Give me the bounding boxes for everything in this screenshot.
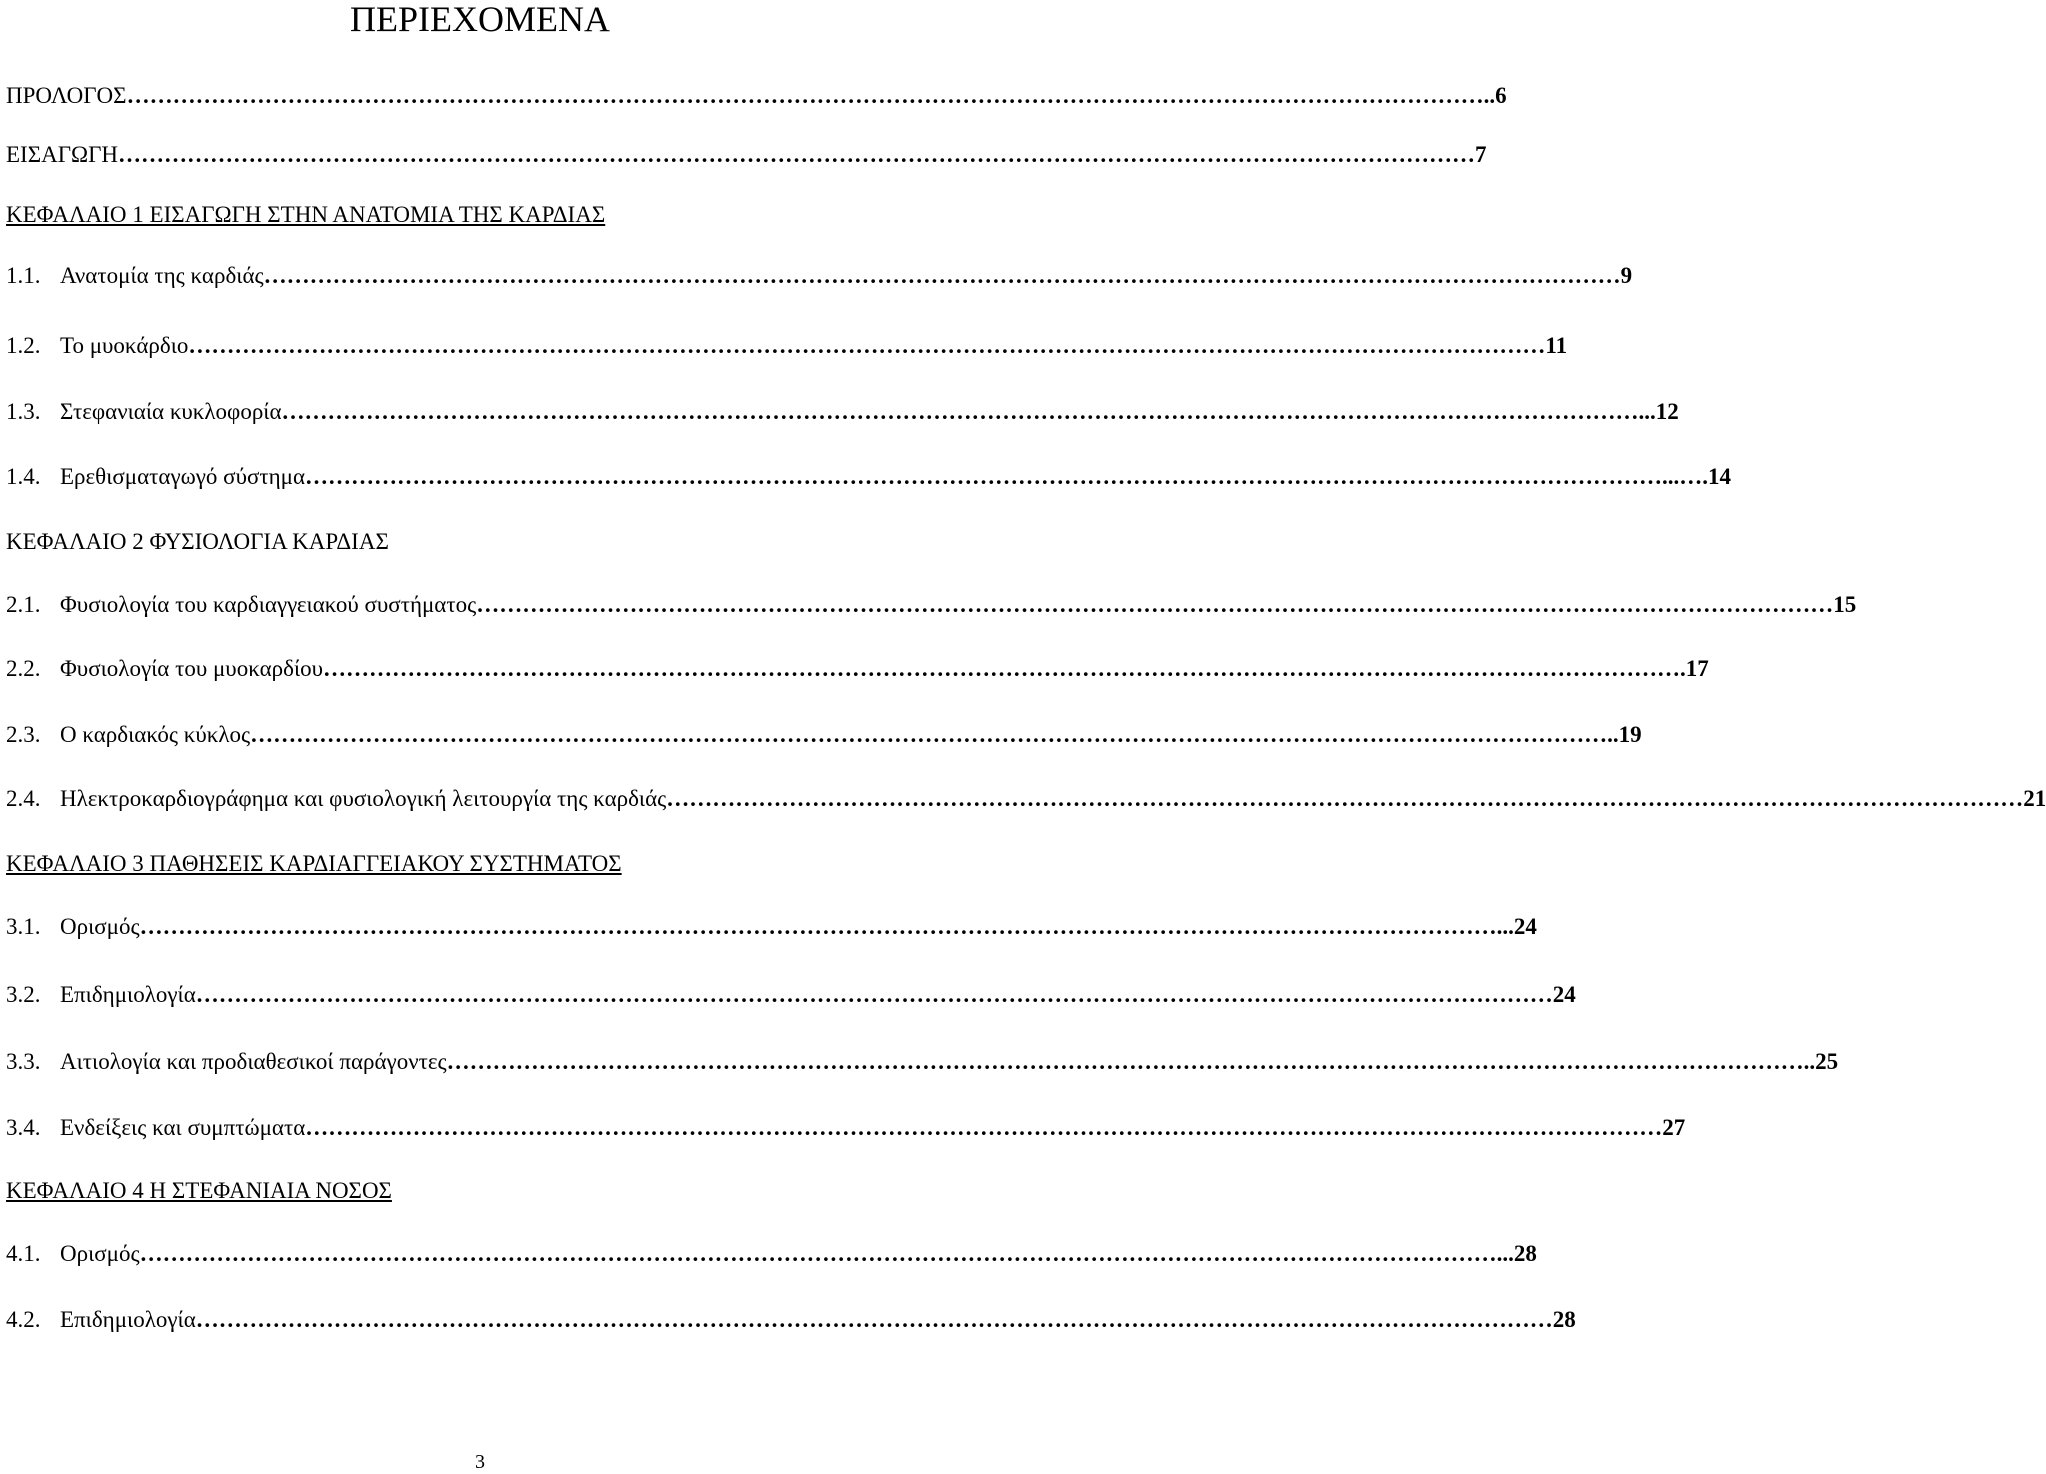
- toc-leader: ……………………………………………………………………………………………………………………………………………………………: [263, 263, 1621, 288]
- toc-entry-label: 2.3. Ο καρδιακός κύκλος: [6, 722, 251, 747]
- toc-entry-label: 1.4. Ερεθισματαγωγό σύστημα: [6, 464, 306, 489]
- toc-entry-introduction: [6, 141, 1487, 169]
- chapter-2-heading: ΚΕΦΑΛΑΙΟ 2 ΦΥΣΙΟΛΟΓΙΑ ΚΑΡΔΙΑΣ: [6, 529, 389, 554]
- toc-entry-page: ...….14: [1662, 464, 1732, 489]
- toc-entry-page: ...24: [1496, 914, 1537, 939]
- page-title: ΠΕΡΙΕΧΟΜΕΝΑ: [350, 0, 610, 39]
- toc-entry-1-4: [6, 463, 1732, 491]
- toc-leader: ……………………………………………………………………………………………………………………………………………………………: [250, 722, 1608, 747]
- toc-entry-label: 3.4. Ενδείξεις και συμπτώματα: [6, 1115, 306, 1140]
- toc-entry-page: 24: [1552, 982, 1576, 1007]
- toc-entry-label: 1.3. Στεφανιαία κυκλοφορία: [6, 399, 282, 424]
- toc-entry-page: 27: [1662, 1115, 1686, 1140]
- toc-entry-label: 3.3. Αιτιολογία και προδιαθεσικοί παράγοντες: [6, 1049, 447, 1074]
- toc-leader: ……………………………………………………………………………………………………………………………………………………………: [323, 656, 1681, 681]
- toc-leader: ……………………………………………………………………………………………………………………………………………………………: [195, 1307, 1553, 1332]
- toc-entry-page: ..6: [1483, 83, 1507, 108]
- toc-leader: ……………………………………………………………………………………………………………………………………………………………: [446, 1049, 1804, 1074]
- toc-entry-2-1: [6, 591, 1857, 619]
- toc-entry-prologue: [6, 82, 1507, 110]
- toc-leader: ……………………………………………………………………………………………………………………………………………………………: [476, 592, 1834, 617]
- toc-leader: ……………………………………………………………………………………………………………………………………………………………: [139, 914, 1497, 939]
- toc-entry-label: 2.2. Φυσιολογία του μυοκαρδίου: [6, 656, 324, 681]
- toc-entry-label: 2.4. Ηλεκτροκαρδιογράφημα και φυσιολογική λειτουργία της καρδιάς: [6, 786, 667, 811]
- toc-entry-4-1: [6, 1240, 1537, 1268]
- toc-entry-page: ...12: [1638, 399, 1679, 424]
- toc-entry-3-3: [6, 1048, 1839, 1076]
- toc-entry-label: 1.2. Το μυοκάρδιο: [6, 333, 189, 358]
- toc-leader: ……………………………………………………………………………………………………………………………………………………………: [118, 142, 1476, 167]
- toc-entry-1-2: [6, 332, 1568, 360]
- toc-entry-3-4: [6, 1114, 1686, 1142]
- toc-leader: ……………………………………………………………………………………………………………………………………………………………: [305, 1115, 1663, 1140]
- toc-entry-label: 2.1. Φυσιολογία του καρδιαγγειακού συστήματος: [6, 592, 477, 617]
- toc-entry-page: 28: [1552, 1307, 1576, 1332]
- chapter-4-heading: ΚΕΦΑΛΑΙΟ 4 Η ΣΤΕΦΑΝΙΑΙΑ ΝΟΣΟΣ: [6, 1178, 392, 1203]
- toc-entry-page: 11: [1545, 333, 1568, 358]
- toc-entry-page: ..19: [1607, 722, 1642, 747]
- toc-entry-page: 21: [2023, 786, 2046, 811]
- toc-entry-page: 9: [1620, 263, 1633, 288]
- toc-entry-label: 4.2. Επιδημιολογία: [6, 1307, 196, 1332]
- chapter-1-heading: ΚΕΦΑΛΑΙΟ 1 ΕΙΣΑΓΩΓΗ ΣΤΗΝ ΑΝΑΤΟΜΙΑ ΤΗΣ ΚΑΡΔΙΑΣ: [6, 202, 606, 227]
- toc-entry-1-3: [6, 398, 1679, 426]
- toc-leader: ……………………………………………………………………………………………………………………………………………………………: [666, 786, 2024, 811]
- toc-leader: ……………………………………………………………………………………………………………………………………………………………: [188, 333, 1546, 358]
- toc-leader: ……………………………………………………………………………………………………………………………………………………………: [126, 83, 1484, 108]
- toc-leader: ……………………………………………………………………………………………………………………………………………………………: [281, 399, 1639, 424]
- toc-entry-label: 3.2. Επιδημιολογία: [6, 982, 196, 1007]
- toc-entry-label: 3.1. Ορισμός: [6, 914, 140, 939]
- toc-entry-2-2: [6, 655, 1709, 683]
- toc-entry-page: 7: [1475, 142, 1487, 167]
- toc-leader: ……………………………………………………………………………………………………………………………………………………………: [305, 464, 1663, 489]
- toc-entry-label: 1.1. Ανατομία της καρδιάς: [6, 263, 264, 288]
- toc-entry-page: .17: [1680, 656, 1709, 681]
- toc-leader: ……………………………………………………………………………………………………………………………………………………………: [139, 1241, 1497, 1266]
- toc-entry-page: ...28: [1496, 1241, 1537, 1266]
- toc-entry-4-2: [6, 1306, 1576, 1334]
- toc-entry-label: 4.1. Ορισμός: [6, 1241, 140, 1266]
- toc-entry-label: ΕΙΣΑΓΩΓΗ: [6, 142, 119, 167]
- page-number: 3: [475, 1451, 485, 1473]
- toc-leader: ……………………………………………………………………………………………………………………………………………………………: [195, 982, 1553, 1007]
- toc-entry-1-1: [6, 262, 1633, 290]
- toc-entry-3-2: [6, 981, 1576, 1009]
- chapter-3-heading: ΚΕΦΑΛΑΙΟ 3 ΠΑΘΗΣΕΙΣ ΚΑΡΔΙΑΓΓΕΙΑΚΟΥ ΣΥΣΤΗΜΑΤΟΣ: [6, 851, 622, 876]
- toc-entry-page: ..25: [1803, 1049, 1839, 1074]
- toc-entry-label: ΠΡΟΛΟΓΟΣ: [6, 83, 127, 108]
- toc-entry-page: 15: [1833, 592, 1857, 617]
- toc-entry-2-3: [6, 721, 1642, 749]
- toc-entry-2-4: [6, 785, 2046, 813]
- toc-entry-3-1: [6, 913, 1537, 941]
